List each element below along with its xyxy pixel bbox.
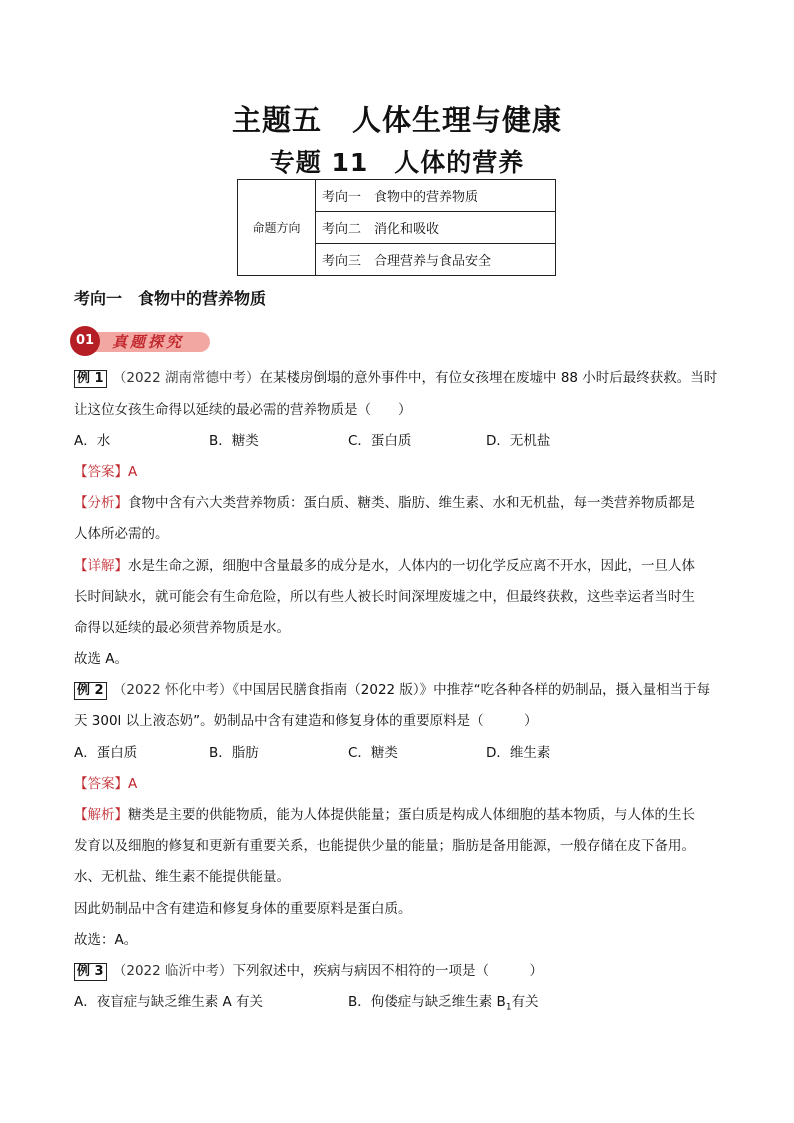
option-d: D．维生素 (486, 745, 551, 761)
direction-item-2: 考向二 消化和吸收 (316, 212, 556, 244)
example-source: （2022 怀化中考） (112, 682, 233, 698)
example-tag: 例 1 (74, 370, 107, 388)
section-banner (70, 326, 212, 356)
banner-number: 01 (70, 326, 100, 356)
detail-text: 水是生命之源，细胞中含量最多的成分是水，人体内的一切化学反应离不开水，因此，一旦人体 (128, 558, 695, 574)
example-3-stem (74, 959, 724, 981)
example-1-stem-line2: 让这位女孩生命得以延续的最必需的营养物质是（ ） (74, 402, 412, 418)
example-2-analysis-line2: 发育以及细胞的修复和更新有重要关系，也能提供少量的能量；脂肪是备用能源，一般存储在皮下备用。 (74, 838, 695, 854)
example-1-conclusion: 故选 A。 (74, 651, 129, 667)
example-2-conclusion: 故选：A。 (74, 932, 138, 948)
option-c: C．蛋白质 (348, 433, 412, 449)
example-1-analysis (74, 491, 724, 511)
option-a: A．水 (74, 433, 111, 449)
example-1-detail (74, 554, 724, 574)
example-1-detail-line2: 长时间缺水，就可能会有生命危险，所以有些人被长时间深埋废墟之中，但最终获救，这些幸运者当时生 (74, 589, 695, 605)
direction-item-3: 考向三 合理营养与食品安全 (316, 244, 556, 276)
example-source: （2022 临沂中考） (112, 963, 233, 979)
analysis-text: 糖类是主要的供能物质，能为人体提供能量；蛋白质是构成人体细胞的基本物质，与人体的生长 (128, 807, 695, 823)
example-source: （2022 湖南常德中考） (112, 370, 260, 386)
option-b: B．佝偻症与缺乏维生素 $B_1$有关 (348, 994, 539, 1013)
example-1-analysis-line2: 人体所必需的。 (74, 526, 169, 542)
option-d: D．无机盐 (486, 433, 551, 449)
answer-value: A (128, 464, 138, 480)
example-stem-text: 在某楼房倒塌的意外事件中，有位女孩埋在废墟中 88 小时后最终获救。当时 (259, 370, 718, 386)
example-2-stem-line2: 天 300l 以上液态奶”。奶制品中含有建造和修复身体的重要原料是（ ） (74, 713, 538, 729)
example-2-analysis-line3: 水、无机盐、维生素不能提供能量。 (74, 869, 290, 885)
option-a: A．夜盲症与缺乏维生素 A 有关 (74, 994, 264, 1010)
direction-item-1: 考向一 食物中的营养物质 (316, 180, 556, 212)
example-stem-text: 《中国居民膳食指南（2022 版）》中推荐“吃各种各样的奶制品，摄入量相当于每 (232, 682, 711, 698)
example-1-answer (74, 460, 724, 480)
section-title: 考向一 食物中的营养物质 (74, 289, 267, 308)
example-2-analysis (74, 803, 724, 823)
option-b: B．糖类 (209, 433, 259, 449)
analysis-label: 【分析】 (74, 495, 128, 511)
analysis-text: 食物中含有六大类营养物质：蛋白质、糖类、脂肪、维生素、水和无机盐，每一类营养物质都是 (128, 495, 695, 511)
directions-label: 命题方向 (238, 180, 316, 276)
example-tag: 例 3 (74, 963, 107, 981)
page-title: 主题五 人体生理与健康 (231, 103, 562, 137)
option-c: C．糖类 (348, 745, 398, 761)
option-b: B．脂肪 (209, 745, 259, 761)
example-1-stem (74, 366, 724, 388)
example-1-detail-line3: 命得以延续的最必须营养物质是水。 (74, 620, 290, 636)
example-2-stem (74, 678, 724, 700)
answer-value: A (128, 776, 138, 792)
answer-label: 【答案】 (74, 776, 128, 792)
example-2-analysis-line4: 因此奶制品中含有建造和修复身体的重要原料是蛋白质。 (74, 901, 412, 917)
directions-table (237, 179, 556, 276)
answer-label: 【答案】 (74, 464, 128, 480)
analysis-label: 【解析】 (74, 807, 128, 823)
page-subtitle: 专题 11 人体的营养 (269, 148, 525, 177)
example-stem-text: 下列叙述中，疾病与病因不相符的一项是（ ） (232, 963, 544, 979)
example-2-answer (74, 772, 724, 792)
option-a: A．蛋白质 (74, 745, 138, 761)
example-tag: 例 2 (74, 682, 107, 700)
detail-label: 【详解】 (74, 558, 128, 574)
banner-label: 真题探究 (112, 333, 185, 351)
